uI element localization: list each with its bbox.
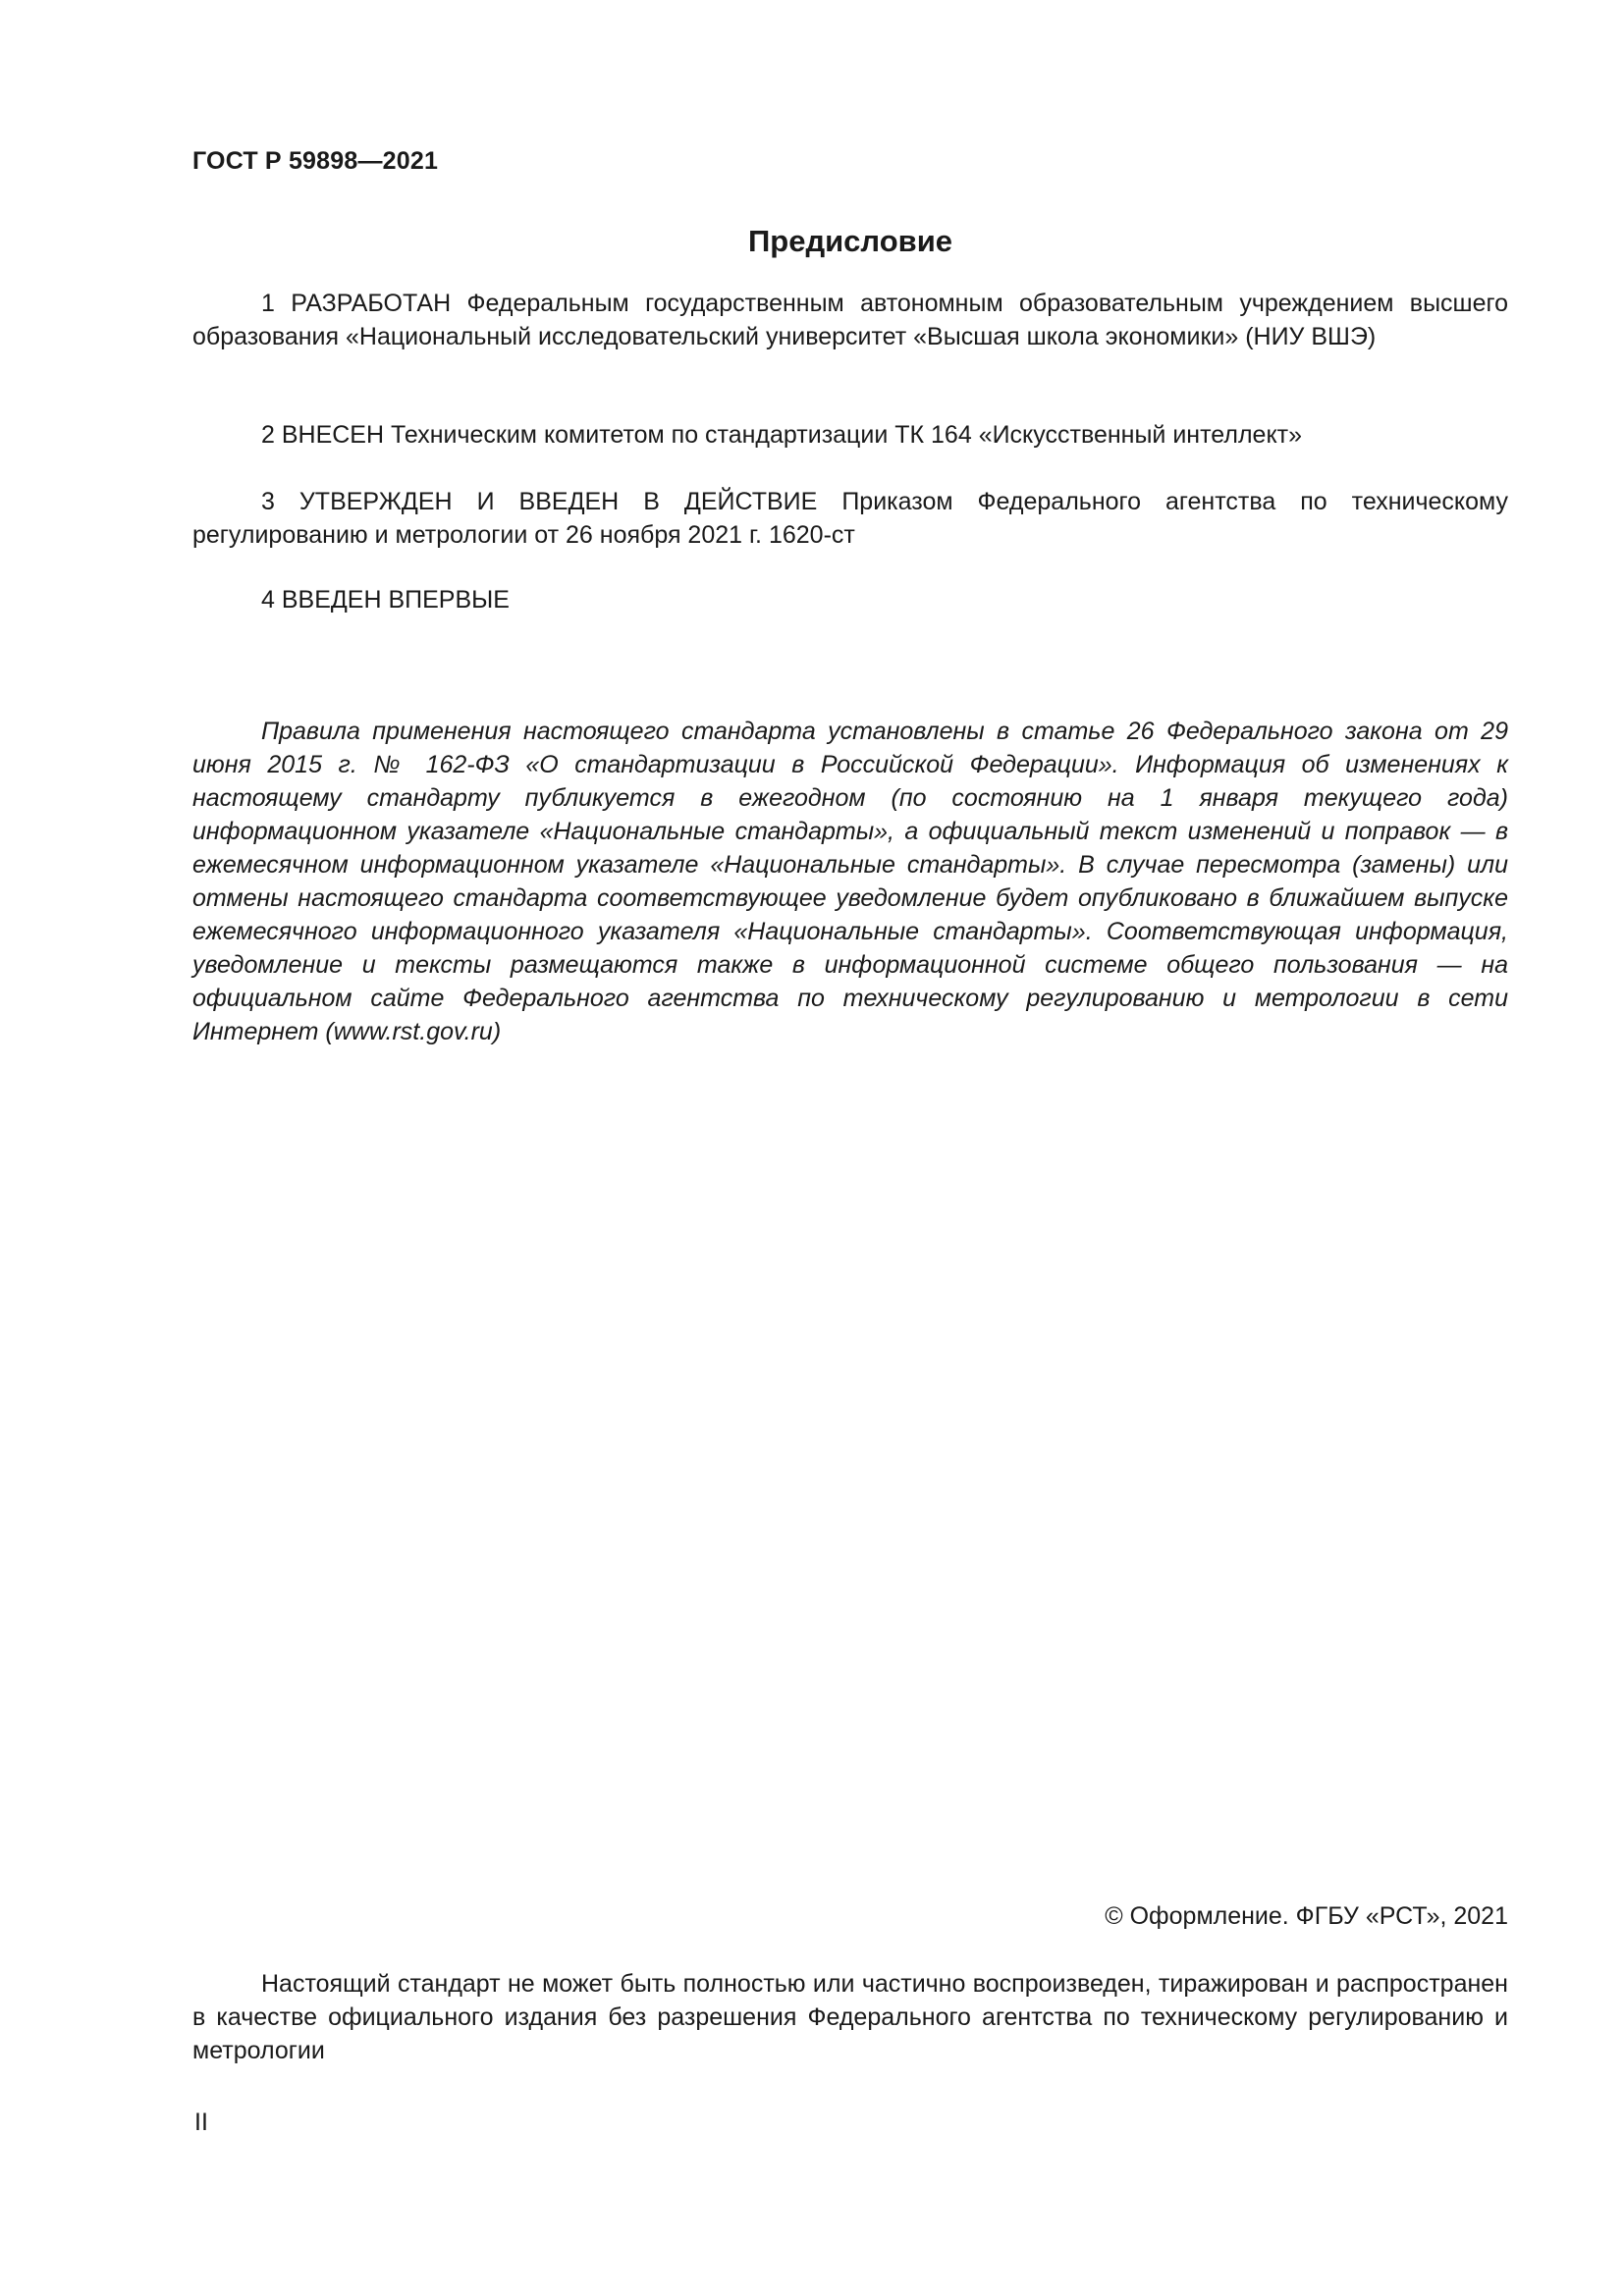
page-number: II: [194, 2109, 208, 2136]
copyright-line: © Оформление. ФГБУ «РСТ», 2021: [1105, 1902, 1508, 1930]
document-code: ГОСТ Р 59898—2021: [192, 147, 439, 175]
section-title: Предисловие: [747, 224, 952, 258]
preface-item-4: 4 ВВЕДЕН ВПЕРВЫЕ: [261, 586, 510, 614]
preface-item-2: 2 ВНЕСЕН Техническим комитетом по стандартизации ТК 164 «Искусственный интеллект»: [261, 421, 1303, 449]
application-rules-notice: Правила применения настоящего стандарта установлены в статье 26 Федерального закона от 29 июня 2015 г. № 162-ФЗ «О стандартизации в Российской Федерации». Информация об изменениях к настоящему стандарту публикуется в ежегодном (по состоянию на 1 января текущего года) информационном указателе «Национальные стандарты», а официальный текст изменений и поправок — в ежемесячном информационном указателе «Национальные стандарты». В случае пересмотра (замены) или отмены настоящего стандарта соответствующее уведомление будет опубликовано в ближайшем выпуске ежемесячного информационного указателя «Национальные стандарты». Соответствующая информация, уведомление и тексты размещаются также в информационной системе общего пользования — на официальном сайте Федерального агентства по техническому регулированию и метрологии в сети Интернет (www.rst.gov.ru): [192, 718, 1508, 1045]
preface-item-3: 3 УТВЕРЖДЕН И ВВЕДЕН В ДЕЙСТВИЕ Приказом Федерального агентства по техническому регулированию и метрологии от 26 ноября 2021 г. 1620-ст: [192, 488, 1508, 549]
preface-item-1: 1 РАЗРАБОТАН Федеральным государственным автономным образовательным учреждением высшего образования «Национальный исследовательский университет «Высшая школа экономики» (НИУ ВШЭ): [192, 290, 1508, 350]
reproduction-notice: Настоящий стандарт не может быть полностью или частично воспроизведен, тиражирован и распространен в качестве официального издания без разрешения Федерального агентства по техническому регулированию и метрологии: [192, 1970, 1508, 2064]
